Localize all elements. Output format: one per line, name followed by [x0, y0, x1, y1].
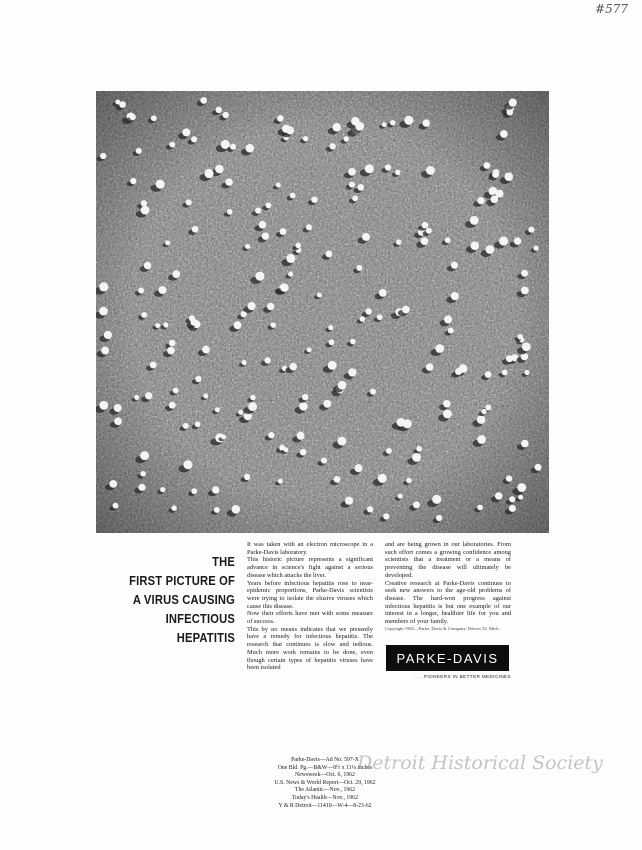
virus-particle [202, 346, 210, 354]
virus-particle [507, 109, 514, 116]
virus-particle [303, 136, 308, 141]
virus-particle [422, 222, 429, 229]
virus-particle [114, 404, 122, 412]
virus-particle [250, 395, 256, 401]
virus-particle [334, 476, 341, 483]
virus-particle [101, 347, 109, 355]
parke-davis-logo: PARKE-DAVIS [386, 645, 509, 671]
virus-particle [509, 505, 516, 512]
virus-particle [271, 322, 277, 328]
virus-particle [191, 136, 197, 142]
virus-particle [216, 107, 222, 113]
virus-particle [190, 319, 197, 326]
virus-particle [521, 440, 529, 448]
virus-particle [248, 402, 257, 411]
virus-particle [352, 195, 358, 201]
virus-particle [383, 513, 389, 519]
headline-line: THE [212, 554, 235, 569]
virus-particle [435, 344, 444, 353]
virus-particle [326, 250, 333, 257]
ad-info-line: The Atlantic—Nov., 1962 [294, 787, 356, 794]
virus-particle [367, 506, 373, 512]
virus-particle [113, 503, 119, 509]
ad-info-line: Parke-Davis—Ad No. 597-X [291, 757, 359, 763]
virus-particle [277, 115, 284, 122]
virus-particle [183, 423, 189, 429]
virus-particle [278, 479, 283, 484]
virus-particle [297, 432, 305, 440]
virus-particle [470, 241, 479, 250]
virus-particle [141, 206, 150, 215]
electron-micrograph-image [96, 91, 549, 533]
copyright-notice: Copyright 1962—Parke, Davis & Company, Detroit 32, Mich. [385, 625, 500, 631]
virus-particle [378, 474, 387, 483]
virus-particle [262, 232, 269, 239]
virus-particle [227, 209, 233, 215]
virus-particle [360, 316, 365, 321]
virus-particle [362, 233, 370, 241]
virus-particle [412, 453, 421, 462]
virus-particle [477, 505, 483, 511]
virus-particle [444, 315, 452, 323]
virus-particle [481, 409, 486, 414]
ad-info-line: Newsweek—Oct. 6, 1962 [295, 772, 355, 779]
virus-particle [514, 237, 522, 245]
virus-particle [283, 447, 288, 452]
body-column-1 [247, 541, 373, 672]
virus-particle [259, 221, 267, 229]
virus-particle [234, 321, 242, 329]
virus-particle [338, 381, 347, 390]
virus-particle [165, 240, 170, 245]
virus-particle [328, 325, 333, 330]
body-paragraph: Years before infectious hepatitis rose to near-epidemic proportions, Parke-Davis scientists were trying to isolate the elusive viruses which cause this disease. [247, 579, 373, 610]
virus-particle [182, 128, 190, 136]
virus-particle [200, 97, 207, 104]
virus-particle [404, 116, 413, 125]
virus-particle [451, 262, 458, 269]
virus-particle [500, 130, 508, 138]
virus-particle [422, 119, 429, 126]
virus-particle [295, 242, 301, 248]
virus-particle [518, 495, 523, 500]
body-paragraph: Creative research at Parke-Davis continues to seek new answers to the age-old problems of disease. The hard-won progress against infectious hepatitis is but one example of our interest in a longer, healthier life for you and members of your family. [385, 579, 511, 626]
virus-particle [99, 307, 108, 316]
virus-particle [242, 360, 247, 365]
virus-particle [395, 170, 400, 175]
virus-particle [156, 180, 165, 189]
virus-particle [169, 340, 176, 347]
virus-particle [402, 306, 410, 314]
virus-particle [169, 142, 175, 148]
virus-particle [506, 475, 512, 481]
body-column-2 [385, 541, 511, 632]
virus-particle [533, 245, 538, 250]
virus-particle [357, 184, 364, 191]
body-paragraph: and are being grown in our laboratories. From such effort comes a growing confidence among scientists that a treatment or a means of preventing the disease will ultimately be developed. [385, 541, 511, 579]
virus-particle [485, 245, 494, 254]
virus-particle [328, 361, 337, 370]
virus-particle [349, 182, 355, 188]
virus-particle [477, 415, 486, 424]
virus-particle [421, 237, 429, 245]
virus-particle [337, 437, 346, 446]
virus-particle [183, 460, 192, 469]
virus-particle [158, 286, 166, 294]
virus-particle [192, 226, 199, 233]
virus-particle [386, 448, 392, 454]
virus-particle [436, 515, 442, 521]
virus-particle [443, 409, 452, 418]
virus-particle [365, 308, 371, 314]
virus-particle [302, 394, 309, 401]
virus-particle [169, 402, 176, 409]
virus-particle [99, 401, 108, 410]
virus-particle [167, 347, 175, 355]
virus-particle [264, 357, 270, 363]
virus-particle [155, 323, 160, 328]
virus-particle [195, 376, 201, 382]
virus-particle [426, 166, 435, 175]
ad-info-line: Today's Health—Nov., 1962 [292, 794, 358, 801]
virus-particle [225, 178, 233, 186]
virus-particle [267, 303, 274, 310]
virus-particle [390, 120, 395, 125]
virus-particle [150, 362, 157, 369]
virus-particle [354, 464, 362, 472]
virus-particle [306, 224, 312, 230]
virus-particle [356, 265, 362, 271]
virus-particle [266, 202, 272, 208]
virus-particle [365, 164, 374, 173]
virus-particle [396, 239, 401, 244]
virus-particle [521, 287, 529, 295]
virus-particle [321, 457, 327, 463]
virus-particle [485, 371, 492, 378]
virus-particle [307, 347, 312, 352]
virus-particle [492, 171, 499, 178]
virus-particle [348, 168, 356, 176]
virus-particle [504, 172, 513, 181]
virus-particle [134, 395, 139, 400]
virus-particle [426, 363, 434, 371]
virus-particle [245, 144, 254, 153]
virus-particle [299, 402, 308, 411]
virus-particle [385, 164, 391, 170]
virus-particle [286, 254, 295, 263]
virus-particle [517, 483, 526, 492]
virus-particle [151, 115, 157, 121]
virus-particle [521, 270, 528, 277]
virus-particle [350, 339, 356, 345]
virus-particle [470, 216, 479, 225]
virus-particle [398, 494, 403, 499]
virus-particle [535, 464, 542, 471]
virus-particle [290, 193, 296, 199]
virus-particle [145, 392, 152, 399]
virus-particle [141, 312, 147, 318]
virus-particle [241, 311, 247, 317]
body-paragraph: It was taken with an electron microscope in a Parke-Davis laboratory. [247, 541, 373, 556]
virus-particle [432, 495, 441, 504]
virus-particle [528, 227, 534, 233]
virus-particle [311, 197, 317, 203]
virus-particle [203, 394, 208, 399]
virus-particle [141, 200, 147, 206]
virus-particle [445, 237, 451, 243]
virus-particle [255, 272, 264, 281]
virus-particle [109, 480, 117, 488]
virus-particle [280, 283, 288, 291]
museum-watermark: Detroit Historical Society [357, 752, 603, 774]
virus-particle [282, 125, 290, 133]
headline-line: INFECTIOUS [165, 611, 235, 626]
virus-particle [509, 496, 515, 502]
virus-particle [172, 270, 180, 278]
virus-particle [317, 292, 322, 297]
virus-particle [195, 421, 201, 427]
virus-particle [323, 400, 331, 408]
handwritten-note: #577 [595, 2, 628, 16]
logo-tagline: . . . PIONEERS IN BETTER MEDICINES [413, 674, 511, 679]
body-paragraph: This historic picture represents a significant advance in science's fight against a serious disease which attacks the liver. [247, 556, 373, 579]
virus-particle [280, 228, 287, 235]
virus-particle [502, 370, 508, 376]
virus-particle [344, 136, 349, 141]
virus-particle [379, 289, 387, 297]
virus-particle [406, 478, 412, 484]
virus-particle [491, 195, 499, 203]
ad-info-line: U.S. News & World Report—Oct. 29, 1962 [274, 779, 376, 786]
virus-particle [173, 388, 179, 394]
virus-particle [163, 322, 168, 327]
virus-particle [300, 449, 307, 456]
virus-particle [443, 400, 451, 408]
virus-particle [144, 262, 152, 270]
body-paragraph: This by no means indicates that we presently have a remedy for infectious hepatitis. The research that continues is slow and tedious. Much more work remains to be done, even though certain types of hepatitis viruses have been isolated [247, 625, 373, 672]
body-paragraph: Now their efforts have met with some measure of success. [247, 610, 373, 626]
virus-particle [289, 363, 297, 371]
virus-particle [483, 162, 490, 169]
virus-particle [370, 389, 376, 395]
virus-particle [377, 314, 383, 320]
virus-particle [138, 484, 145, 491]
virus-particle [114, 417, 122, 425]
virus-particle [426, 228, 432, 234]
headline-line: FIRST PICTURE OF [129, 573, 235, 588]
virus-particle [138, 287, 144, 293]
virus-particle [416, 446, 422, 452]
virus-particle [99, 282, 108, 291]
virus-particle [451, 292, 459, 300]
virus-particle [204, 169, 213, 178]
virus-particle [221, 435, 226, 440]
virus-particle [522, 342, 531, 351]
virus-particle [518, 334, 524, 340]
virus-particle [413, 501, 420, 508]
virus-particle [288, 272, 293, 277]
virus-particle [329, 143, 335, 149]
virus-particle [448, 327, 454, 333]
virus-particle [215, 407, 220, 412]
headline-line: HEPATITIS [176, 630, 235, 645]
virus-particle [248, 302, 256, 310]
virus-particle [232, 505, 241, 514]
virus-particle [191, 488, 197, 494]
ad-info-line: One Bld. Pg.—B&W—8½ x 11¼ inches [277, 764, 373, 771]
virus-particle [455, 368, 462, 375]
virus-particle [397, 418, 406, 427]
virus-particle [245, 244, 250, 249]
virus-particle [104, 331, 112, 339]
virus-particle [160, 487, 165, 492]
virus-particle [485, 405, 491, 411]
virus-particle [100, 153, 106, 159]
virus-particle [477, 197, 484, 204]
virus-particle [499, 236, 508, 245]
virus-particle [268, 432, 274, 438]
ad-info-line: Y & R Detroit—11410—W-4—8-23-62 [278, 802, 372, 809]
virus-particle [140, 451, 149, 460]
virus-particle [186, 199, 192, 205]
virus-particle [136, 148, 142, 154]
virus-particle [509, 99, 517, 107]
virus-particle [215, 165, 224, 174]
virus-particle [244, 474, 250, 480]
micrograph-canvas [96, 91, 549, 533]
virus-particle [130, 178, 136, 184]
virus-particle [329, 339, 335, 345]
virus-particle [506, 355, 513, 362]
virus-particle [255, 208, 261, 214]
virus-particle [230, 144, 236, 150]
virus-particle [171, 505, 176, 510]
virus-particle [238, 410, 243, 415]
headline [128, 552, 236, 647]
virus-particle [355, 122, 364, 131]
virus-particle [524, 370, 529, 375]
virus-particle [348, 368, 356, 376]
virus-particle [495, 492, 503, 500]
headline-line: A VIRUS CAUSING [132, 592, 235, 607]
virus-particle [345, 497, 353, 505]
virus-particle [382, 122, 387, 127]
virus-particle [140, 471, 146, 477]
virus-particle [130, 114, 136, 120]
virus-particle [477, 435, 486, 444]
virus-particle [276, 183, 281, 188]
virus-particle [223, 112, 229, 118]
virus-particle [119, 101, 126, 108]
virus-particle [212, 486, 219, 493]
virus-particle [214, 507, 220, 513]
virus-particle [332, 123, 341, 132]
